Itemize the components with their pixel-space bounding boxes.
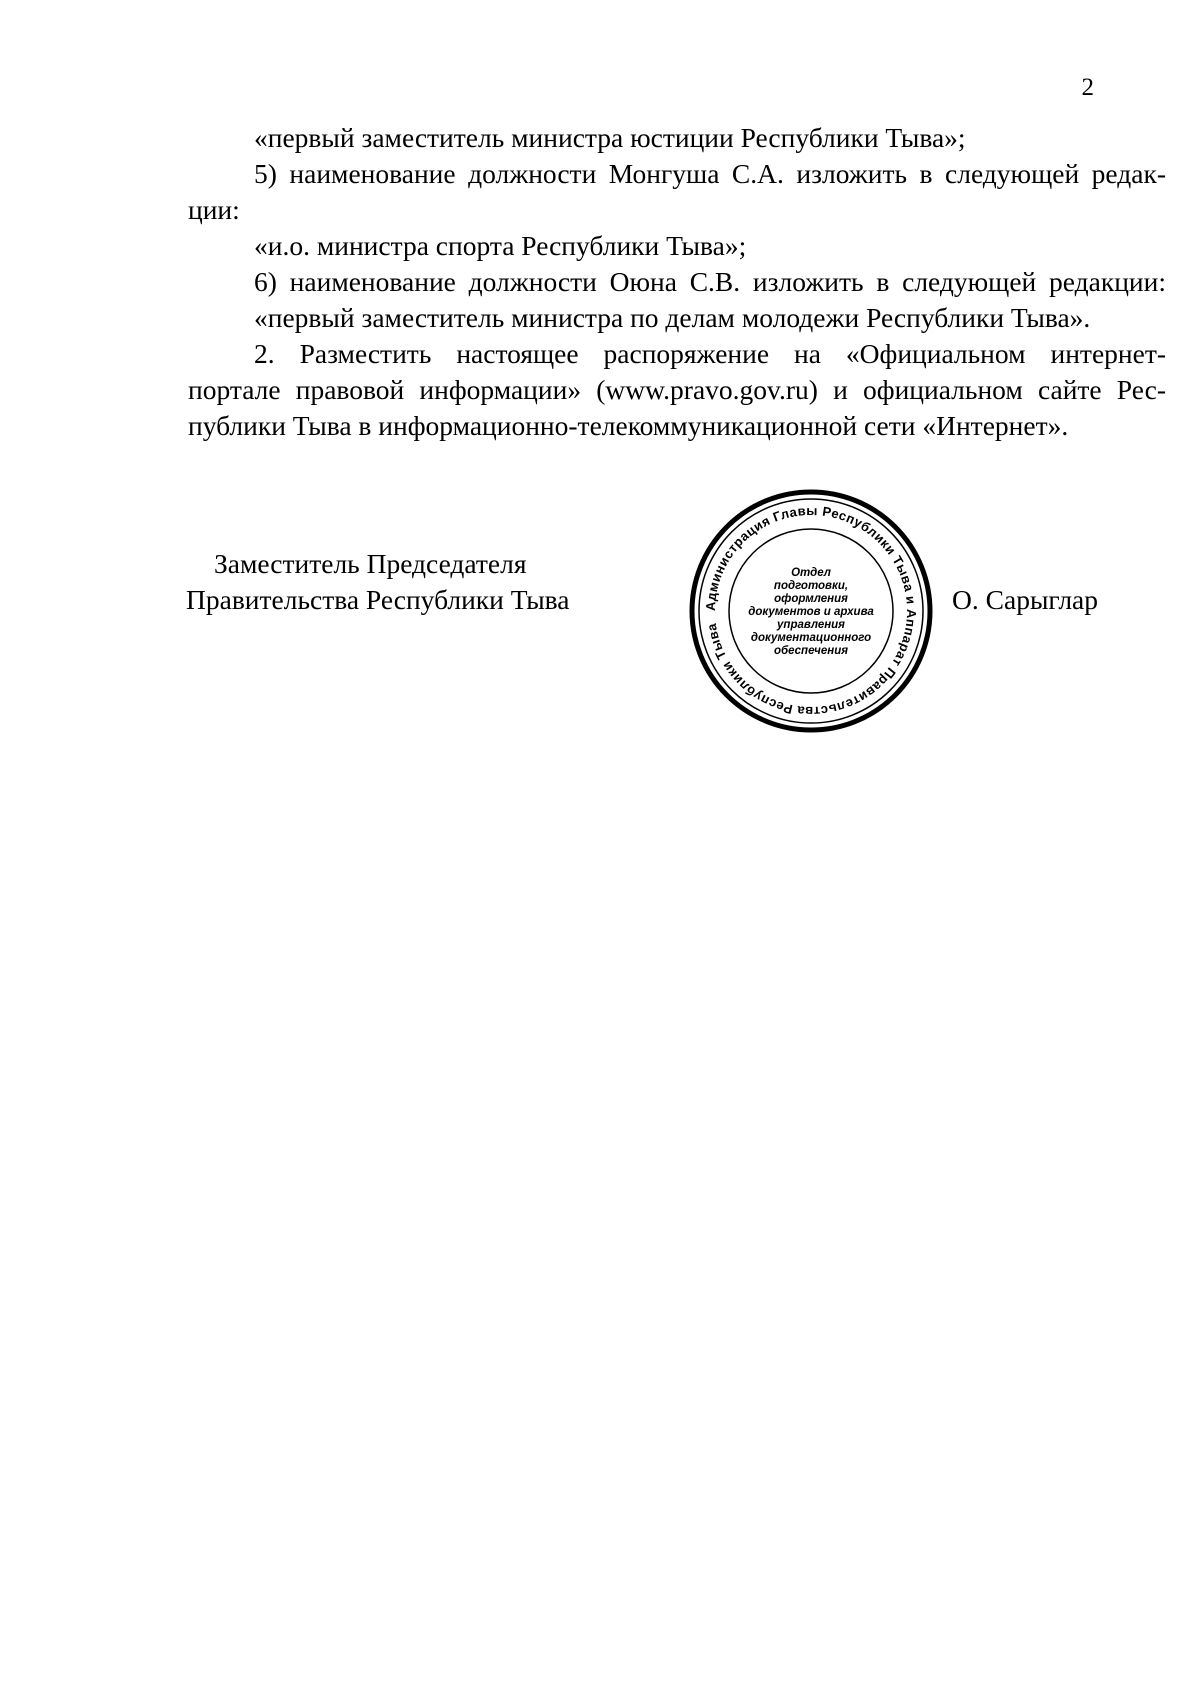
seal-center-line: управления: [777, 619, 845, 631]
signatory-position-line: Заместитель Председателя: [214, 548, 527, 579]
seal-ring-text: Администрация Главы Республики Тыва и Аппарат Правительства Республики Тыва: [702, 502, 920, 720]
paragraph-line: 2. Разместить настоящее распоряжение на «Официальном интернет-: [254, 338, 1166, 369]
seal-center-line: Отдел: [791, 567, 831, 579]
paragraph-line: портале правовой информации» (www.pravo.gov.ru) и официальном сайте Рес-: [188, 374, 1166, 405]
paragraph-line: публики Тыва в информационно-телекоммуникационной сети «Интернет».: [188, 410, 1069, 441]
seal-center-line: оформления: [774, 593, 848, 605]
paragraph-line: 6) наименование должности Оюна С.В. изложить в следующей редакции:: [254, 266, 1166, 297]
page-number: 2: [1081, 74, 1094, 101]
paragraph-line: «первый заместитель министра по делам молодежи Республики Тыва».: [254, 302, 1091, 333]
signatory-name: О. Сарыглар: [952, 584, 1098, 615]
official-seal: [688, 488, 934, 734]
paragraph-line: «и.о. министра спорта Республики Тыва»;: [254, 230, 747, 261]
seal-center-line: документов и архива: [748, 606, 874, 618]
seal-center-line: подготовки,: [773, 580, 849, 592]
seal-center-line: обеспечения: [773, 645, 849, 657]
paragraph-line: 5) наименование должности Монгуша С.А. изложить в следующей редак-: [254, 158, 1166, 189]
signatory-position: [186, 546, 570, 618]
signatory-position-line: Правительства Республики Тыва: [186, 584, 570, 615]
seal-center-text: [748, 567, 874, 657]
paragraph-line: ции:: [188, 194, 240, 225]
seal-center-line: документационного: [750, 632, 872, 644]
paragraph-line: «первый заместитель министра юстиции Республики Тыва»;: [254, 122, 966, 153]
document-body: [188, 120, 1166, 444]
